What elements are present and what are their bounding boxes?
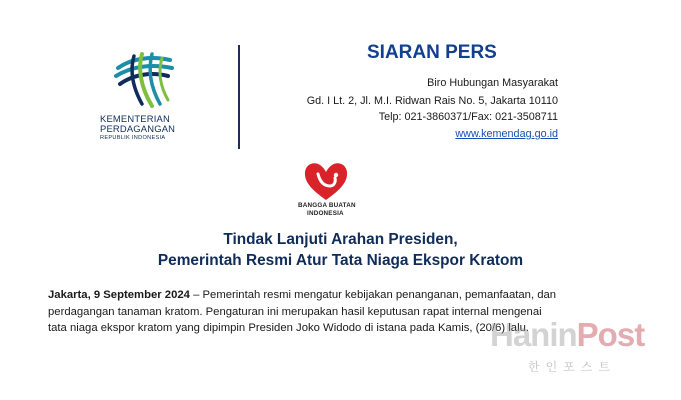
- haninpost-watermark: [490, 316, 680, 386]
- dateline: Jakarta, 9 September 2024: [48, 289, 190, 301]
- office-address: Gd. I Lt. 2, Jl. M.I. Ridwan Rais No. 5, Jakarta 10110: [306, 95, 558, 107]
- department-name: Biro Hubungan Masyarakat: [427, 77, 558, 89]
- heart-icon: [302, 160, 350, 202]
- body-line2: perdagangan tanaman kratom. Pengaturan ini merupakan hasil keputusan rapat internal mengenai: [48, 305, 542, 318]
- logo-text-perdagangan: PERDAGANGAN: [100, 123, 176, 134]
- website-link[interactable]: www.kemendag.go.id: [455, 128, 558, 140]
- press-release-title: SIARAN PERS: [367, 42, 497, 63]
- body-line3: tata niaga ekspor kratom yang dipimpin Presiden Joko Widodo di istana pada Kamis, (20/6) lalu.: [48, 322, 530, 334]
- badge-text-line1: BANGGA BUATAN: [298, 202, 356, 209]
- badge-text-line2: INDONESIA: [307, 210, 344, 217]
- headline-line1: Tindak Lanjuti Arahan Presiden,: [223, 231, 458, 248]
- watermark-logo: [490, 316, 644, 354]
- headline-line2: Pemerintah Resmi Atur Tata Niaga Ekspor Kratom: [157, 252, 524, 269]
- body-line1: [48, 287, 648, 304]
- bangga-buatan-indonesia-badge: [298, 160, 362, 220]
- body-line1-text: – Pemerintah resmi mengatur kebijakan penanganan, pemanfaatan, dan: [189, 289, 557, 301]
- header-divider: [238, 45, 240, 149]
- ministry-emblem-icon: [112, 50, 176, 108]
- watermark-part1: Hanin: [490, 316, 577, 353]
- logo-text-kementerian: KEMENTERIAN: [100, 113, 170, 124]
- watermark-korean: 한인포스트: [528, 360, 616, 374]
- watermark-part2: Post: [576, 316, 645, 353]
- contact-phone: Telp: 021-3860371/Fax: 021-3508711: [378, 111, 558, 123]
- logo-text-republik: REPUBLIK INDONESIA: [100, 135, 166, 141]
